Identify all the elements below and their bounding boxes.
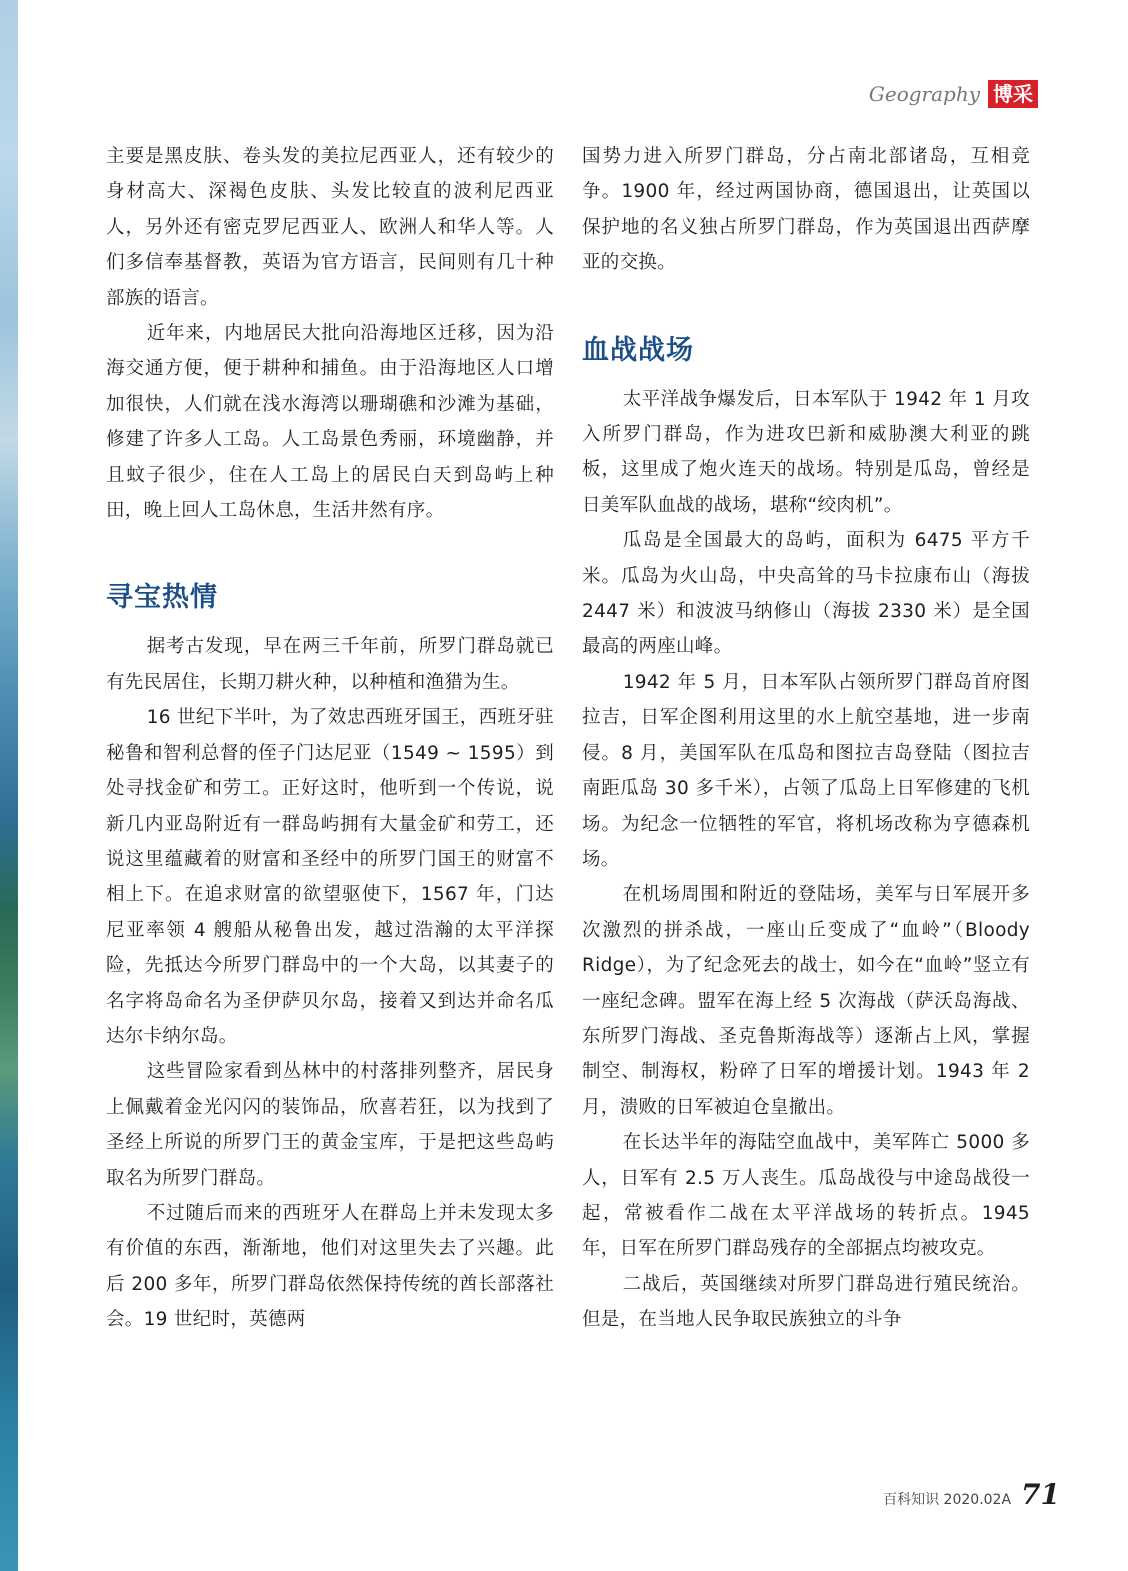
paragraph: 不过随后而来的西班牙人在群岛上并未发现太多有价值的东西，渐渐地，他们对这里失去了兴趣。此后 200 多年，所罗门群岛依然保持传统的酋长部落社会。19 世纪时，英德两 [106,1202,554,1331]
paragraph: 太平洋战争爆发后，日本军队于 1942 年 1 月攻入所罗门群岛，作为进攻巴新和威胁澳大利亚的跳板，这里成了炮火连天的战场。特别是瓜岛，曾经是日美军队血战的战场，堪称“绞肉机”。 [582,388,1030,516]
section-label-cn: 博采 [988,80,1038,108]
section-heading: 寻宝热情 [106,582,218,614]
paragraph: 瓜岛是全国最大的岛屿，面积为 6475 平方千米。瓜岛为火山岛，中央高耸的马卡拉康布山（海拔 2447 米）和波波马纳修山（海拔 2330 米）是全国最高的两座山峰。 [582,530,1030,658]
paragraph: 1942 年 5 月，日本军队占领所罗门群岛首府图拉吉，日军企图利用这里的水上航空基地，进一步南侵。8 月，美国军队在瓜岛和图拉吉岛登陆（图拉吉南距瓜岛 30 多千米），占领了瓜岛上日军修建的飞机场。为纪念一位牺牲的军官，将机场改称为亨德森机场。 [582,671,1030,870]
page-number: 71 [1021,1478,1060,1511]
section-label-en: Geography [868,82,980,106]
section-heading: 血战战场 [582,334,694,366]
paragraph: 国势力进入所罗门群岛，分占南北部诸岛，互相竞争。1900 年，经过两国协商，德国退出，让英国以保护地的名义独占所罗门群岛，作为英国退出西萨摩亚的交换。 [582,146,1030,274]
paragraph: 近年来，内地居民大批向沿海地区迁移，因为沿海交通方便，便于耕种和捕鱼。由于沿海地区人口增加很快，人们就在浅水海湾以珊瑚礁和沙滩为基础，修建了许多人工岛。人工岛景色秀丽，环境幽静，并且蚊子很少，住在人工岛上的居民白天到岛屿上种田，晚上回人工岛休息，生活井然有序。 [106,323,554,522]
left-column [106,139,554,1338]
paragraph: 这些冒险家看到丛林中的村落排列整齐，居民身上佩戴着金光闪闪的装饰品，欣喜若狂，以为找到了圣经上所说的所罗门王的黄金宝库，于是把这些岛屿取名为所罗门群岛。 [106,1061,554,1189]
paragraph: 据考古发现，早在两三千年前，所罗门群岛就已有先民居住，长期刀耕火种，以种植和渔猎为生。 [106,636,554,693]
paragraph: 在机场周围和附近的登陆场，美军与日军展开多次激烈的拼杀战，一座山丘变成了“血岭”（Bloody Ridge），为了纪念死去的战士，如今在“血岭”竖立有一座纪念碑。盟军在海上经 5 次海战（萨沃岛海战、东所罗门海战、圣克鲁斯海战等）逐渐占上风，掌握制空、制海权，粉碎了日军的增援计划。1943 年 2 月，溃败的日军被迫仓皇撤出。 [582,884,1030,1118]
magazine-issue: 百科知识 2020.02A [883,1492,1012,1508]
paragraph: 二战后，英国继续对所罗门群岛进行殖民统治。但是，在当地人民争取民族独立的斗争 [582,1273,1030,1331]
page-footer [883,1478,1060,1511]
paragraph: 主要是黑皮肤、卷头发的美拉尼西亚人，还有较少的身材高大、深褐色皮肤、头发比较直的波利尼西亚人，另外还有密克罗尼西亚人、欧洲人和华人等。人们多信奉基督教，英语为官方语言，民间则有几十种部族的语言。 [106,146,554,309]
running-head [869,80,1038,108]
edge-photo-strip [0,0,18,1571]
paragraph: 在长达半年的海陆空血战中，美军阵亡 5000 多人，日军有 2.5 万人丧生。瓜岛战役与中途岛战役一起，常被看作二战在太平洋战场的转折点。1945 年，日军在所罗门群岛残存的全部据点均被攻克。 [582,1132,1030,1260]
right-column [582,139,1030,1338]
paragraph: 16 世纪下半叶，为了效忠西班牙国王，西班牙驻秘鲁和智利总督的侄子门达尼亚（1549 ~ 1595）到处寻找金矿和劳工。正好这时，他听到一个传说，说新几内亚岛附近有一群岛屿拥有大量金矿和劳工，还说这里蕴藏着的财富和圣经中的所罗门国王的财富不相上下。在追求财富的欲望驱使下，1567 年，门达尼亚率领 4 艘船从秘鲁出发，越过浩瀚的太平洋探险，先抵达今所罗门群岛中的一个大岛，以其妻子的名字将岛命名为圣伊萨贝尔岛，接着又到达并命名瓜达尔卡纳尔岛。 [106,707,554,1047]
